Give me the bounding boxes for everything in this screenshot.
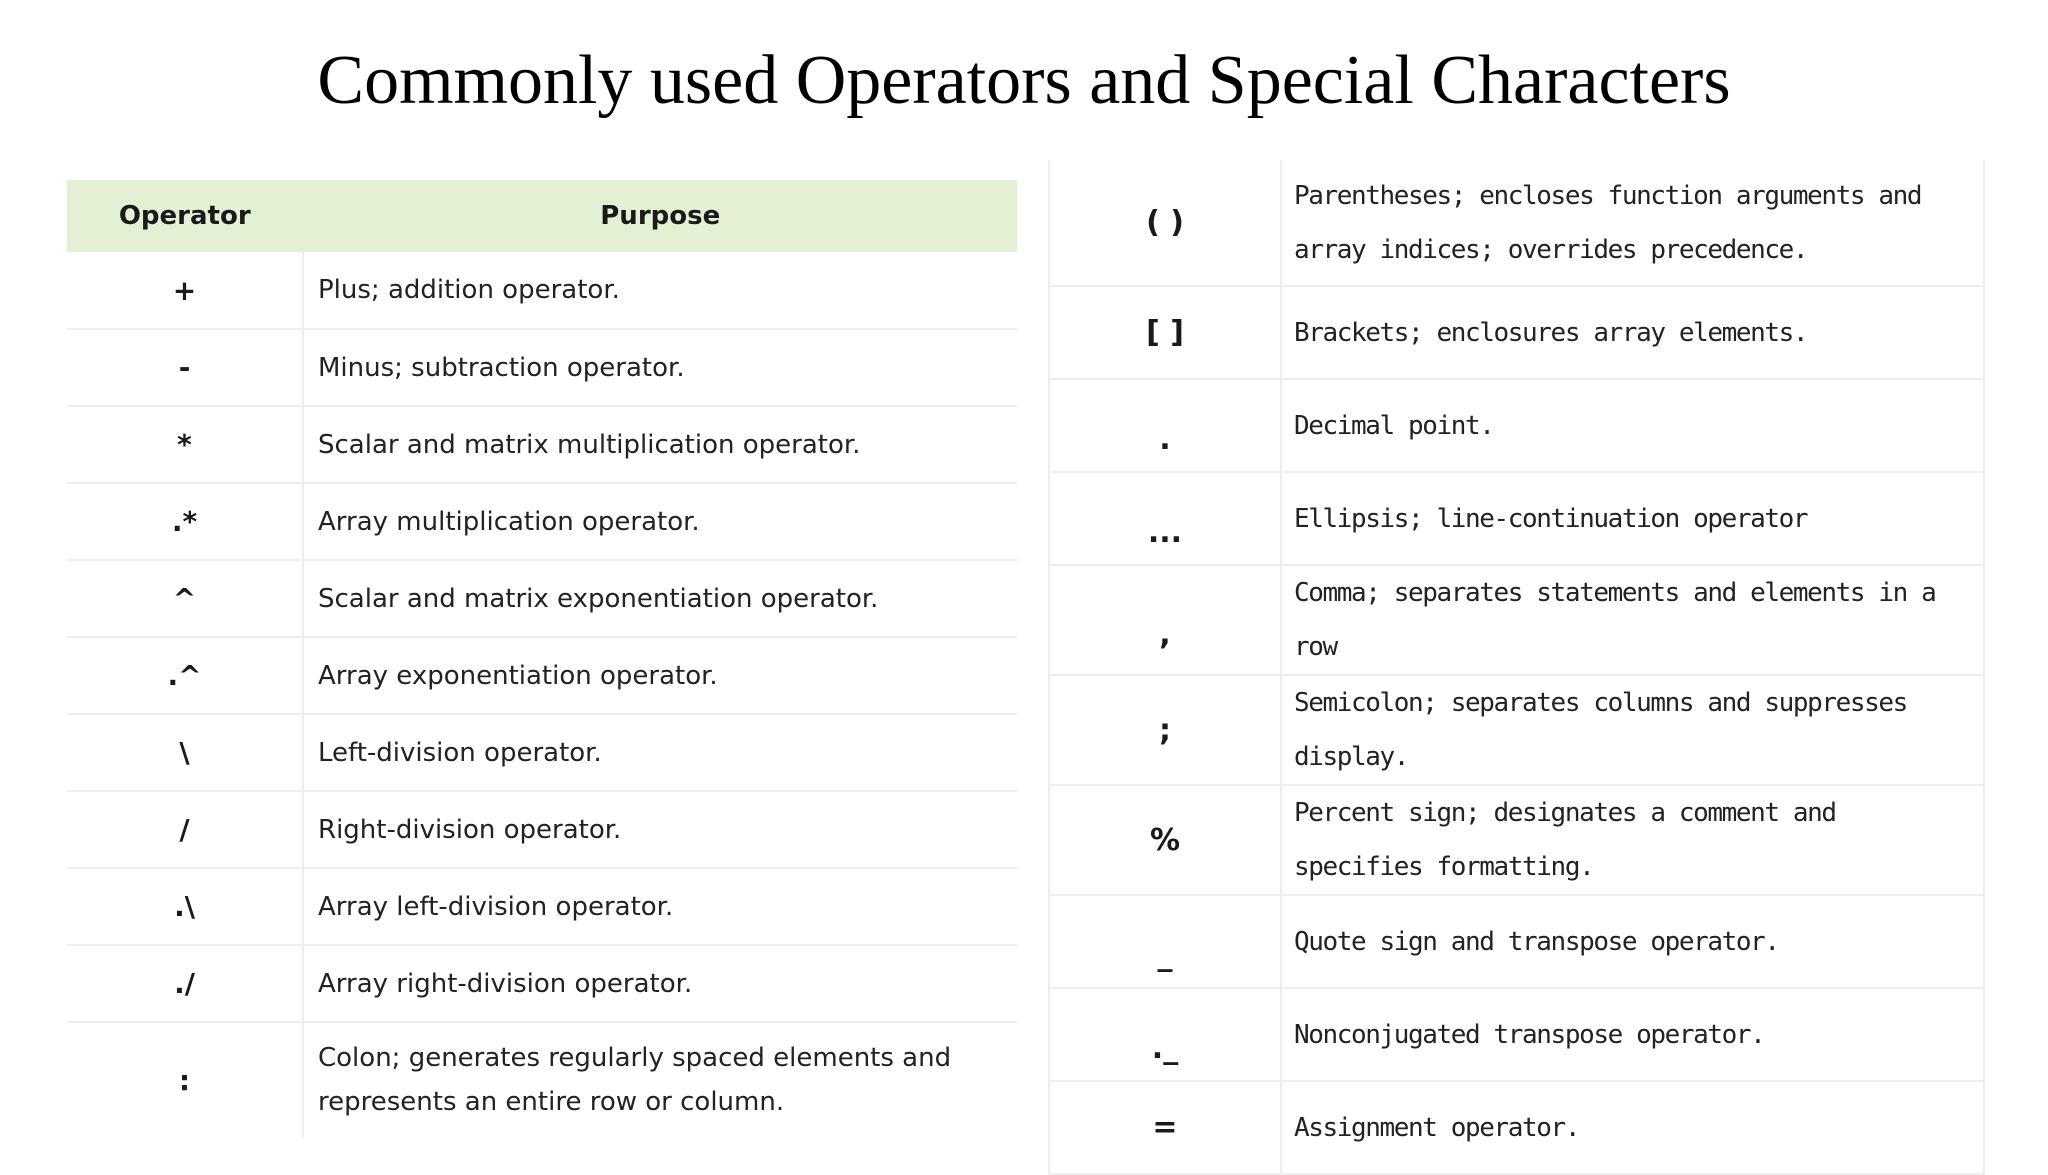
operator-glyph: ,: [1159, 616, 1171, 652]
operator-cell: +: [67, 252, 303, 329]
operator-cell: ( ): [1049, 160, 1281, 286]
purpose-cell: Left-division operator.: [318, 737, 602, 768]
table-row: [1049, 286, 1984, 379]
operator-cell: [1049, 988, 1281, 1081]
table-row: [67, 637, 1017, 714]
purpose-cell: Nonconjugated transpose operator.: [1294, 1019, 1765, 1050]
purpose-cell: Decimal point.: [1294, 410, 1494, 441]
purpose-cell: Ellipsis; line-continuation operator: [1294, 503, 1808, 534]
table-row: [1049, 675, 1984, 785]
operator-cell: %: [1049, 785, 1281, 895]
table-row: [67, 945, 1017, 1022]
table-row: [67, 868, 1017, 945]
table-row: [1049, 160, 1984, 286]
purpose-cell: Percent sign; designates a comment and specifies formatting.: [1294, 798, 1836, 882]
purpose-cell: Plus; addition operator.: [318, 275, 620, 305]
purpose-cell: Array right-division operator.: [318, 968, 693, 999]
table-row: [67, 791, 1017, 868]
table-row: [67, 329, 1017, 406]
table-row: [1049, 1081, 1984, 1174]
operator-column-header: Operator: [67, 180, 303, 252]
table-row: [67, 252, 1017, 329]
operator-cell: .\: [67, 868, 303, 945]
operator-cell: *: [67, 406, 303, 483]
operator-cell: [1049, 565, 1281, 675]
arithmetic-operators-table: [67, 180, 1017, 1137]
purpose-cell: Colon; generates regularly spaced elements and represents an entire row or column.: [318, 1043, 952, 1117]
table-row: [1049, 895, 1984, 988]
operator-cell: .*: [67, 483, 303, 560]
operator-cell: /: [67, 791, 303, 868]
purpose-cell: Parentheses; encloses function arguments and array indices; overrides precedence.: [1294, 180, 1922, 265]
table-row: [1049, 379, 1984, 472]
purpose-cell: Right-division operator.: [318, 814, 622, 845]
table-row: [1049, 785, 1984, 895]
purpose-cell: Array multiplication operator.: [318, 506, 700, 537]
purpose-cell: Brackets; enclosures array elements.: [1294, 317, 1808, 348]
slide-title: Commonly used Operators and Special Characters: [317, 42, 1731, 119]
operator-cell: :: [67, 1022, 303, 1137]
operator-cell: .^: [67, 637, 303, 714]
table-row: [67, 560, 1017, 637]
operator-glyph: ...: [1147, 515, 1183, 550]
operator-cell: -: [67, 329, 303, 406]
operator-cell: [1049, 379, 1281, 472]
operator-cell: =: [1049, 1081, 1281, 1174]
operator-cell: ;: [1049, 675, 1281, 785]
purpose-cell: Quote sign and transpose operator.: [1294, 926, 1779, 957]
table-header-row: [67, 180, 1017, 252]
table-row: [1049, 988, 1984, 1081]
table-row: [1049, 565, 1984, 675]
purpose-cell: Array exponentiation operator.: [318, 660, 718, 691]
purpose-column-header: Purpose: [600, 201, 721, 231]
operator-glyph: .: [1159, 422, 1171, 457]
operator-cell: [1049, 895, 1281, 988]
purpose-cell: Scalar and matrix multiplication operator.: [318, 429, 861, 460]
purpose-cell: Comma; separates statements and elements in a row: [1294, 578, 1936, 662]
operator-glyph: ._: [1151, 1031, 1179, 1066]
purpose-cell: Array left-division operator.: [318, 891, 674, 922]
operator-cell: [ ]: [1049, 286, 1281, 379]
table-row: [67, 483, 1017, 560]
purpose-cell: Semicolon; separates columns and suppresses display.: [1294, 688, 1907, 772]
purpose-cell: Minus; subtraction operator.: [318, 352, 685, 383]
table-row: [67, 1022, 1017, 1137]
purpose-cell: Assignment operator.: [1294, 1112, 1580, 1143]
table-row: [67, 406, 1017, 483]
special-characters-table: [1048, 160, 1985, 1175]
table-row: [1049, 472, 1984, 565]
operator-cell: \: [67, 714, 303, 791]
purpose-cell: Scalar and matrix exponentiation operator.: [318, 583, 879, 614]
operator-cell: [1049, 472, 1281, 565]
operator-cell: ./: [67, 945, 303, 1022]
operator-glyph: _: [1157, 938, 1173, 973]
operator-cell: ^: [67, 560, 303, 637]
table-row: [67, 714, 1017, 791]
